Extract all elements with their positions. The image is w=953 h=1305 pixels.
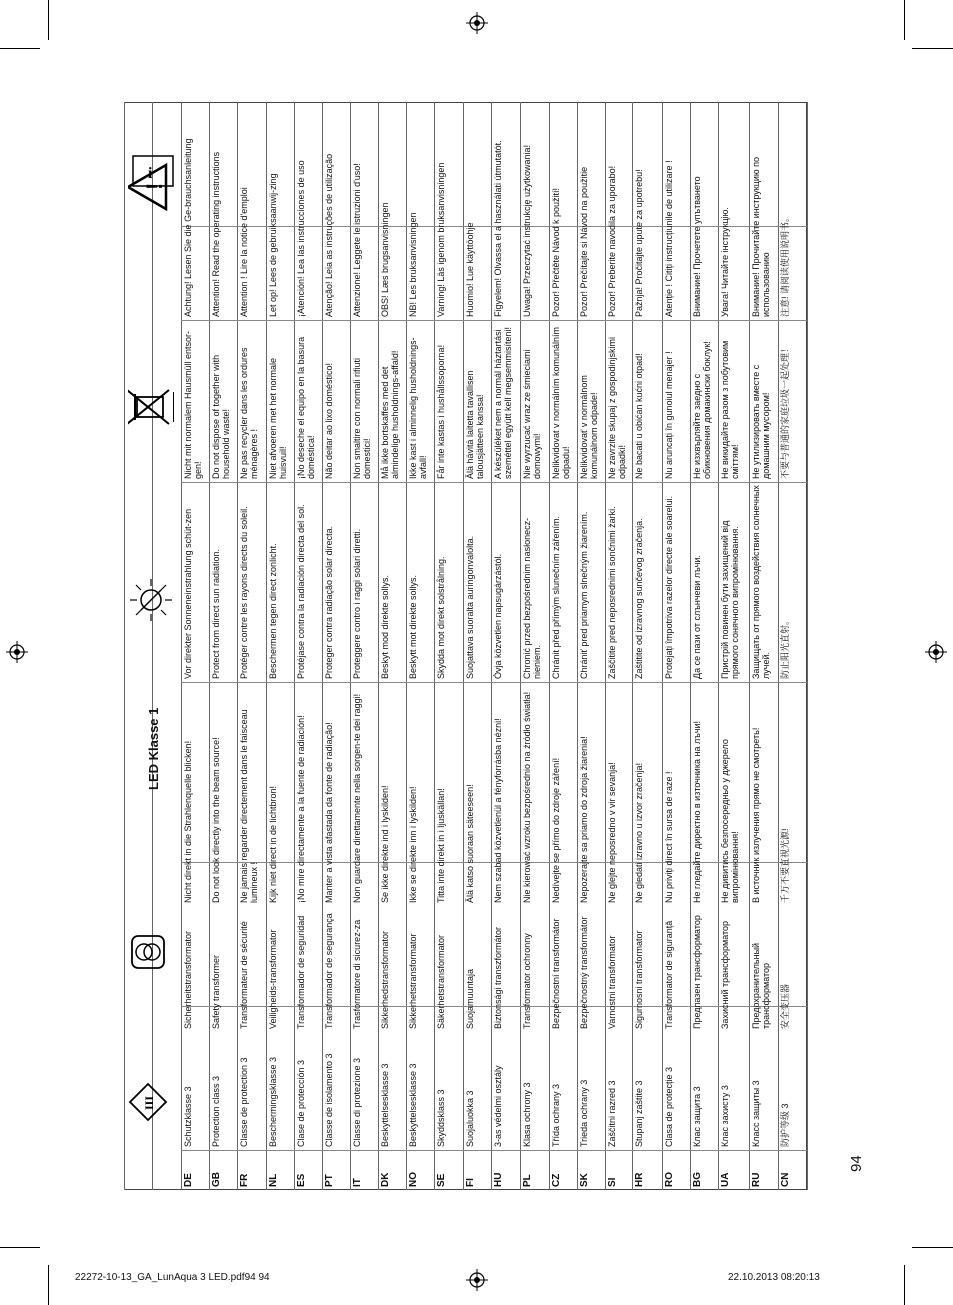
- table-cell-c5: Não deitar ao lixo doméstico!: [324, 362, 334, 479]
- table-cell-c4: 防止阳光直射。: [780, 615, 790, 679]
- table-row-divider: [266, 102, 267, 1190]
- language-code: NL: [268, 1173, 279, 1187]
- table-cell-c1: Schutzklasse 3: [183, 1086, 193, 1147]
- table-cell-c5: Ikke kast i alminnelig husholdnings-avfall!: [408, 337, 428, 479]
- table-cell-c3: В источник излучения прямо не смотреть!: [751, 727, 761, 903]
- table-cell-c5: Non smaltire con normali rifiuti domestici!: [352, 357, 372, 479]
- table-row-divider: [378, 102, 379, 1190]
- table-cell-c3: Ne jamais regarder directement dans le faisceau lumineux !: [239, 709, 259, 903]
- table-cell-c3: Nicht direkt in die Strahlenquelle blicken!: [183, 740, 193, 903]
- table-row-divider: [181, 102, 182, 1190]
- crop-mark: [0, 48, 40, 49]
- table-row-divider: [294, 102, 295, 1190]
- table-cell-c1: Stupanj zaštite 3: [634, 1080, 644, 1147]
- table-row-divider: [520, 102, 521, 1190]
- table-cell-c3: Nedívejte se přímo do zdroje záření!: [551, 757, 561, 903]
- table-cell-c6: Pozor! Prečítajte si Návod na použitie: [579, 166, 589, 317]
- language-code: SE: [436, 1173, 447, 1187]
- crop-mark: [912, 48, 953, 49]
- language-code: IT: [352, 1178, 363, 1187]
- table-cell-c4: Beschermen tegen direct zonlicht.: [268, 543, 278, 679]
- table-cell-c4: Chrániť pred priamym slnečným žiarením.: [579, 511, 589, 679]
- table-cell-c4: Защищать от прямого воздействия солнечных лучей.: [751, 485, 771, 679]
- table-row-divider: [209, 102, 210, 1190]
- table-cell-c6: Figyelem! Olvassa el a használati útmutatót.: [493, 140, 503, 317]
- table-cell-c6: Varning! Läs igenom bruksanvisningen: [436, 162, 446, 317]
- table-cell-c5: ¡No deseche el equipo en la basura doméstica!: [296, 336, 316, 479]
- table-cell-c2: Transformador de seguridad: [296, 915, 306, 1029]
- table-row-divider: [463, 102, 464, 1190]
- table-cell-c2: Transformador de segurança: [324, 913, 334, 1029]
- table-cell-c2: Varnostni transformator: [607, 935, 617, 1029]
- language-code: SI: [607, 1177, 618, 1187]
- table-cell-c2: Transformator de siguranță: [664, 920, 674, 1029]
- registration-mark-icon: [466, 12, 488, 34]
- table-column-divider: [181, 1150, 807, 1151]
- table-column-divider: [181, 682, 807, 683]
- table-cell-c2: Veiligheids-transformator: [268, 929, 278, 1029]
- table-cell-c4: Skydda mot direkt solstrålning.: [436, 556, 446, 679]
- language-code: SK: [579, 1173, 590, 1187]
- table-cell-c6: Let op! Lees de gebruiksaanwij-zing: [268, 173, 278, 317]
- table-row-divider: [749, 102, 750, 1190]
- table-cell-c5: Niet afvoeren met het normale huisvuil!: [268, 357, 288, 479]
- table-cell-c4: Proteggere contro i raggi solari diretti.: [352, 528, 362, 679]
- table-cell-c5: Nelikvidovať v normálnom komunálnom odpade!: [579, 375, 599, 479]
- table-cell-c2: Sikkerhedstransformator: [380, 930, 390, 1029]
- table-row-divider: [807, 102, 808, 1190]
- table-cell-c3: Nepozerajte sa priamo do zdroja žiarenia!: [579, 736, 589, 903]
- table-cell-c6: Pozor! Přečtěte Návod k použití!: [551, 187, 561, 317]
- table-cell-c5: Nie wyrzucać wraz ze śmieciami domowymi!: [522, 349, 542, 479]
- table-cell-c4: Chronić przed bezpośrednim nasłonecz-nieniem.: [522, 517, 542, 679]
- table-row-divider: [718, 102, 719, 1190]
- table-cell-c1: Třída ochrany 3: [551, 1083, 561, 1147]
- language-code: DE: [183, 1173, 194, 1187]
- table-cell-c4: Chránit před přímým slunečním zářením.: [551, 515, 561, 679]
- table-cell-c2: Sicherheitstransformator: [183, 930, 193, 1029]
- table-cell-c5: Älä hävitä laitetta tavallisen talousjätteen kanssa!: [465, 370, 485, 479]
- table-cell-c2: Trasformatore di sicurez-za: [352, 919, 362, 1029]
- table-cell-c2: Safety transformer: [211, 954, 221, 1029]
- language-code: HU: [493, 1172, 504, 1187]
- table-cell-c3: Не дивитись безпосередньо у джерело випромінювання!: [720, 739, 740, 903]
- table-cell-c2: Предпазен трансформатор: [692, 915, 702, 1029]
- table-cell-c5: Не утилизировать вместе с домашним мусором!: [751, 364, 771, 479]
- language-code: BG: [692, 1172, 703, 1187]
- table-cell-c3: Älä katso suoraan säteeseen!: [465, 784, 475, 903]
- table-cell-c5: Får inte kastas i hushållssoporna!: [436, 344, 446, 479]
- table-cell-c6: Achtung! Lesen Sie die Ge-brauchsanleitung: [183, 138, 193, 317]
- table-cell-c4: Protéjase contra la radiación directa del sol.: [296, 504, 306, 679]
- table-cell-c3: Не гледайте директно в източника на лъчи!: [692, 720, 702, 903]
- table-row-divider: [152, 102, 153, 1190]
- table-cell-c5: Do not dispose of together with household waste!: [211, 354, 231, 479]
- crop-mark: [48, 1265, 49, 1305]
- table-cell-c2: Säkerhetstransformator: [436, 934, 446, 1029]
- table-cell-c3: Se ikke direkte ind i lyskilden!: [380, 785, 390, 903]
- table-cell-c2: Bezpečnostní transformátor: [551, 918, 561, 1029]
- page-number: 94: [848, 1155, 865, 1172]
- table-cell-c6: Внимание! Прочетете упътването: [692, 176, 702, 317]
- table-row-divider: [605, 102, 606, 1190]
- protection-class-3-icon: [128, 1082, 168, 1127]
- table-cell-c3: Non guardare direttamente nella sorgen-te dei raggi!: [352, 693, 362, 903]
- safety-transformer-icon: [128, 932, 168, 977]
- table-cell-c6: Uwaga! Przeczytać instrukcję użytkowania!: [522, 144, 532, 317]
- crop-mark: [0, 1247, 40, 1248]
- table-row-divider: [434, 102, 435, 1190]
- table-cell-c5: Не викидайте разом з побутовим сміттям!: [720, 340, 740, 479]
- table-cell-c5: 不要与普通的家庭垃圾一起处理！: [780, 343, 790, 479]
- table-cell-c6: ¡Atención! Lea las instrucciones de uso: [296, 160, 306, 317]
- table-cell-c3: ¡No mire directamente a la fuente de radiación!: [296, 715, 306, 903]
- table-cell-c1: Zaščitni razred 3: [607, 1080, 617, 1147]
- table-cell-c6: Attention! Read the operating instructions: [211, 151, 221, 317]
- table-cell-c3: Kijk niet direct in de lichtbron!: [268, 785, 278, 903]
- table-cell-c4: Vor direkter Sonneneinstrahlung schüt-zen: [183, 508, 193, 679]
- svg-text:!: !: [142, 182, 167, 190]
- language-code: DK: [380, 1172, 391, 1187]
- table-cell-c3: Do not look directly into the beam source!: [211, 737, 221, 903]
- led-class-title: LED Klasse 1: [146, 707, 161, 790]
- table-cell-c1: Protection class 3: [211, 1075, 221, 1147]
- table-cell-c1: Клас защита 3: [692, 1086, 702, 1147]
- table-cell-c1: Clasa de protecție 3: [664, 1066, 674, 1147]
- table-cell-c3: Nu priviți direct în sursa de raze !: [664, 771, 674, 903]
- crop-mark: [904, 1265, 905, 1305]
- table-cell-c1: Classe de isolamento 3: [324, 1053, 334, 1147]
- table-cell-c5: Nicht mit normalem Hausmüll entsor-gen!: [183, 330, 203, 479]
- table-row-divider: [577, 102, 578, 1190]
- table-cell-c4: Zaštitite od izravnog sunčevog zračenja.: [634, 518, 644, 679]
- table-cell-c3: Manter a vista afastada da fonte de radiação!: [324, 722, 334, 903]
- table-cell-c1: Beskyttelsesklasse 3: [380, 1063, 390, 1147]
- table-cell-c6: NB! Les bruksanvisningen: [408, 212, 418, 317]
- table-cell-c1: Trieda ochrany 3: [579, 1079, 589, 1147]
- language-code: FI: [465, 1178, 476, 1187]
- table-cell-c1: Clase de protección 3: [296, 1059, 306, 1147]
- language-code: UA: [720, 1172, 731, 1187]
- table-cell-c2: Transformator ochronny: [522, 933, 532, 1029]
- table-row-divider: [322, 102, 323, 1190]
- table-cell-c6: Huomio! Lue käyttöohje: [465, 222, 475, 317]
- table-row-divider: [549, 102, 550, 1190]
- table-row-divider: [690, 102, 691, 1190]
- table-column-divider: [181, 320, 807, 321]
- table-cell-c6: 注意! 请阅读使用说明书。: [780, 212, 790, 317]
- table-cell-c2: Sikkerhetstransformator: [408, 933, 418, 1029]
- table-cell-c1: Skyddsklass 3: [436, 1089, 446, 1147]
- table-cell-c1: 3-as védelmi osztály: [493, 1065, 503, 1147]
- language-code: ES: [296, 1173, 307, 1187]
- language-code: RU: [751, 1172, 762, 1187]
- language-code: RO: [664, 1172, 675, 1187]
- table-cell-c2: 安全变压器: [780, 983, 790, 1029]
- footer-file-info: 22272-10-13_GA_LunAqua 3 LED.pdf94 94: [75, 1272, 270, 1283]
- table-cell-c3: 千万不要直视光源!: [780, 828, 790, 903]
- symbol-table-grid: [124, 102, 807, 1190]
- table-cell-c6: Atenção! Leia as instruções de utilização: [324, 153, 334, 317]
- table-row-divider: [632, 102, 633, 1190]
- table-cell-c4: Proteger contra radiação solar directa.: [324, 525, 334, 679]
- language-code: GB: [211, 1172, 222, 1187]
- table-cell-c3: Nie kierować wzroku bezpośrednio na źródło światła!: [522, 691, 532, 903]
- table-cell-c2: Biztonsági transzformátor: [493, 926, 503, 1029]
- table-cell-c2: Предохранительный трансформатор: [751, 942, 771, 1029]
- table-cell-c3: Ne glejte neposredno v vir sevanja!: [607, 762, 617, 903]
- language-code: PT: [324, 1174, 335, 1187]
- table-row-divider: [350, 102, 351, 1190]
- table-cell-c3: Ne gledati izravno u izvor zračenja!: [634, 762, 644, 903]
- table-cell-c1: Suojaluokka 3: [465, 1090, 475, 1147]
- table-row-divider: [237, 102, 238, 1190]
- table-cell-c1: Класс защиты 3: [751, 1080, 761, 1147]
- table-cell-c6: Attenzione! Leggete le istruzioni d'uso!: [352, 163, 362, 317]
- table-cell-c5: Må ikke bortskaffes med det almindelige husholdnings-affald!: [380, 350, 400, 479]
- sun-radiation-icon: [128, 577, 174, 628]
- language-code: NO: [408, 1172, 419, 1187]
- registration-mark-icon: [925, 641, 947, 663]
- registration-mark-icon: [6, 641, 28, 663]
- table-row-divider: [406, 102, 407, 1190]
- table-cell-c6: OBS! Læs brugsanvisningen: [380, 202, 390, 317]
- table-cell-c1: Klasa ochrony 3: [522, 1082, 532, 1147]
- table-cell-c1: Beschermingsklasse 3: [268, 1056, 278, 1147]
- crop-mark: [904, 0, 905, 40]
- table-cell-c2: Suojamuuntaja: [465, 968, 475, 1029]
- table-column-divider: [181, 482, 807, 483]
- table-row-divider: [778, 102, 779, 1190]
- table-row-divider: [124, 102, 125, 1190]
- table-cell-c1: Classe di protezione 3: [352, 1057, 362, 1147]
- table-cell-c4: Protejați împotriva razelor directe ale soarelui.: [664, 495, 674, 679]
- table-cell-c4: Пристрій повинен бути захищений від прямого сонячного випромінювання.: [720, 520, 740, 679]
- table-cell-c4: Protect from direct sun radiation.: [211, 548, 221, 679]
- table-row-divider: [491, 102, 492, 1190]
- table-cell-c5: Nelikvidovat v normálním komunálním odpadu!: [551, 326, 571, 479]
- svg-text:i: i: [148, 165, 153, 182]
- crossed-out-bin-icon: [128, 377, 174, 442]
- language-code: PL: [522, 1174, 533, 1187]
- table-cell-c6: Внимание! Прочитайте инструкцию по использованию: [751, 156, 771, 317]
- table-cell-c3: Titta inte direkt in i ljuskällan!: [436, 788, 446, 903]
- table-row-divider: [662, 102, 663, 1190]
- table-cell-c4: Да се пази от слънчеви лъчи.: [692, 555, 702, 679]
- table-cell-c4: Suojattava suoralta auringonvalolta.: [465, 535, 475, 679]
- warning-read-manual-icon: [128, 152, 178, 227]
- table-cell-c5: Ne pas recycler dans les ordures ménagères !: [239, 347, 259, 479]
- table-cell-c6: Pažnja! Pročitajte upute za upotrebu!: [634, 169, 644, 317]
- language-code: CN: [780, 1172, 791, 1187]
- table-cell-c1: Beskyttelsesklasse 3: [408, 1063, 418, 1147]
- table-cell-c5: Nu aruncați în gunoiul menajer !: [664, 351, 674, 479]
- table-cell-c3: Nem szabad közvetlenül a fényforrásba nézni!: [493, 718, 503, 903]
- table-cell-c6: Увага! Читайте інструкцію.: [720, 207, 730, 317]
- table-cell-c4: Protéger contre les rayons directs du soleil.: [239, 506, 249, 679]
- registration-mark-icon: [466, 1269, 488, 1291]
- table-cell-c1: Клас захисту 3: [720, 1085, 730, 1147]
- table-cell-c2: Захисний трансформатор: [720, 920, 730, 1029]
- language-code: FR: [239, 1173, 250, 1187]
- table-cell-c5: A készüléket nem a normál háztartási szeméttel együtt kell megsemmisíteni!: [493, 326, 513, 479]
- svg-text:III: III: [142, 1095, 156, 1110]
- table-cell-c2: Bezpečnostný transformátor: [579, 916, 589, 1029]
- table-cell-c4: Beskytt mot direkte sollys.: [408, 574, 418, 679]
- table-cell-c5: Ne zavrzite skupaj z gospodinjskimi odpadki!: [607, 336, 627, 479]
- table-cell-c1: Classe de protection 3: [239, 1057, 249, 1147]
- table-cell-c6: Pozor! Preberite navodila za uporabo!: [607, 165, 617, 317]
- table-cell-c5: Не изхвърляйте заедно с обикновения домакински боклук!: [692, 341, 712, 479]
- table-cell-c6: Atenție ! Citiți instrucțiunile de utilizare !: [664, 160, 674, 317]
- language-code: HR: [634, 1172, 645, 1187]
- table-cell-c2: Transformateur de sécurité: [239, 921, 249, 1029]
- table-cell-c2: Sigurnosni transformator: [634, 930, 644, 1029]
- table-cell-c4: Zaščitite pred neposrednimi sončnimi žarki.: [607, 506, 617, 679]
- crop-mark: [48, 0, 49, 40]
- table-cell-c1: 防护等级 3: [780, 1103, 790, 1147]
- footer-timestamp: 22.10.2013 08:20:13: [728, 1272, 820, 1283]
- table-cell-c6: Attention ! Lire la notice d'emploi: [239, 187, 249, 317]
- table-cell-c5: Ne bacati u obićan kućni otpad!: [634, 353, 644, 479]
- crop-mark: [912, 1247, 953, 1248]
- table-cell-c3: Ikke se direkte inn i lyskilden!: [408, 786, 418, 903]
- table-cell-c4: Beskyt mod direkte sollys.: [380, 574, 390, 679]
- table-cell-c4: Óvja közvetlen napsugárzástól.: [493, 553, 503, 679]
- language-code: CZ: [551, 1173, 562, 1187]
